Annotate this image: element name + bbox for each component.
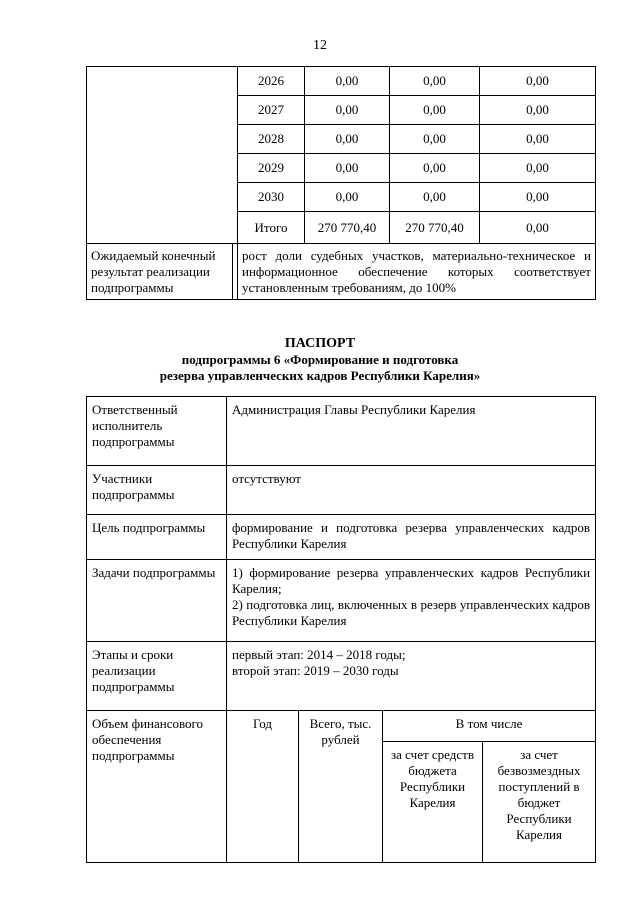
financing-label: Объем финансового обеспечения подпрограммы <box>87 711 227 863</box>
stages-label: Этапы и сроки реализации подпрограммы <box>87 642 227 711</box>
free-cell: 0,00 <box>480 154 596 183</box>
free-cell: 0,00 <box>480 183 596 212</box>
table-row <box>87 466 596 515</box>
page-number: 12 <box>313 38 327 53</box>
goal-value: формирование и подготовка резерва управленческих кадров Республики Карелия <box>227 515 596 560</box>
expected-result-label: Ожидаемый конечный результат реализации подпрограммы <box>87 244 233 300</box>
budget-cell: 0,00 <box>390 125 480 154</box>
table-row <box>87 515 596 560</box>
expected-result-row <box>87 244 596 300</box>
col-total-header: Всего, тыс. рублей <box>299 711 383 863</box>
year-cell: 2030 <box>238 183 305 212</box>
stage-item: второй этап: 2019 – 2030 годы <box>232 663 399 678</box>
passport-subtitle-line-2: резерва управленческих кадров Республики Карелия» <box>159 368 481 383</box>
task-item: 2) подготовка лиц, включенных в резерв управленческих кадров Республики Карелия <box>232 597 591 628</box>
total-cell: 270 770,40 <box>305 212 390 244</box>
budget-cell: 270 770,40 <box>390 212 480 244</box>
stage-item: первый этап: 2014 – 2018 годы; <box>232 647 406 662</box>
total-cell: 0,00 <box>305 125 390 154</box>
free-cell: 0,00 <box>480 96 596 125</box>
total-label: Итого <box>238 212 305 244</box>
financing-table <box>86 66 596 300</box>
year-cell: 2027 <box>238 96 305 125</box>
total-cell: 0,00 <box>305 67 390 96</box>
goal-label: Цель подпрограммы <box>87 515 227 560</box>
expected-result-text: рост доли судебных участков, материально-техническое и информационное обеспечение которых соответствует установленным требованиям, до 100% <box>238 244 596 300</box>
task-item: 1) формирование резерва управленческих кадров Республики Карелия; <box>232 565 591 596</box>
tasks-label: Задачи подпрограммы <box>87 560 227 642</box>
responsible-value: Администрация Главы Республики Карелия <box>227 397 596 466</box>
passport-heading <box>0 336 640 384</box>
total-cell: 0,00 <box>305 183 390 212</box>
free-cell: 0,00 <box>480 212 596 244</box>
responsible-label: Ответственный исполнитель подпрограммы <box>87 397 227 466</box>
budget-cell: 0,00 <box>390 183 480 212</box>
year-cell: 2028 <box>238 125 305 154</box>
table-row <box>87 642 596 711</box>
participants-label: Участники подпрограммы <box>87 466 227 515</box>
participants-value: отсутствуют <box>227 466 596 515</box>
col-including-header: В том числе <box>383 711 596 742</box>
passport-table <box>86 396 596 863</box>
empty-label-cell <box>87 67 238 244</box>
table-row <box>87 560 596 642</box>
col-budget-header: за счет средств бюджета Республики Карелия <box>383 742 483 863</box>
total-cell: 0,00 <box>305 154 390 183</box>
tasks-value <box>227 560 596 642</box>
col-free-header: за счет безвозмездных поступлений в бюджет Республики Карелия <box>483 742 596 863</box>
year-cell: 2029 <box>238 154 305 183</box>
stages-value <box>227 642 596 711</box>
financing-header-row <box>87 711 596 742</box>
passport-title: ПАСПОРТ <box>284 336 356 351</box>
budget-cell: 0,00 <box>390 67 480 96</box>
free-cell: 0,00 <box>480 67 596 96</box>
year-cell: 2026 <box>238 67 305 96</box>
free-cell: 0,00 <box>480 125 596 154</box>
passport-subtitle-line-1: подпрограммы 6 «Формирование и подготовка <box>181 352 459 367</box>
table-row <box>87 397 596 466</box>
budget-cell: 0,00 <box>390 154 480 183</box>
col-year-header: Год <box>227 711 299 863</box>
budget-cell: 0,00 <box>390 96 480 125</box>
total-cell: 0,00 <box>305 96 390 125</box>
table-row <box>87 67 596 96</box>
